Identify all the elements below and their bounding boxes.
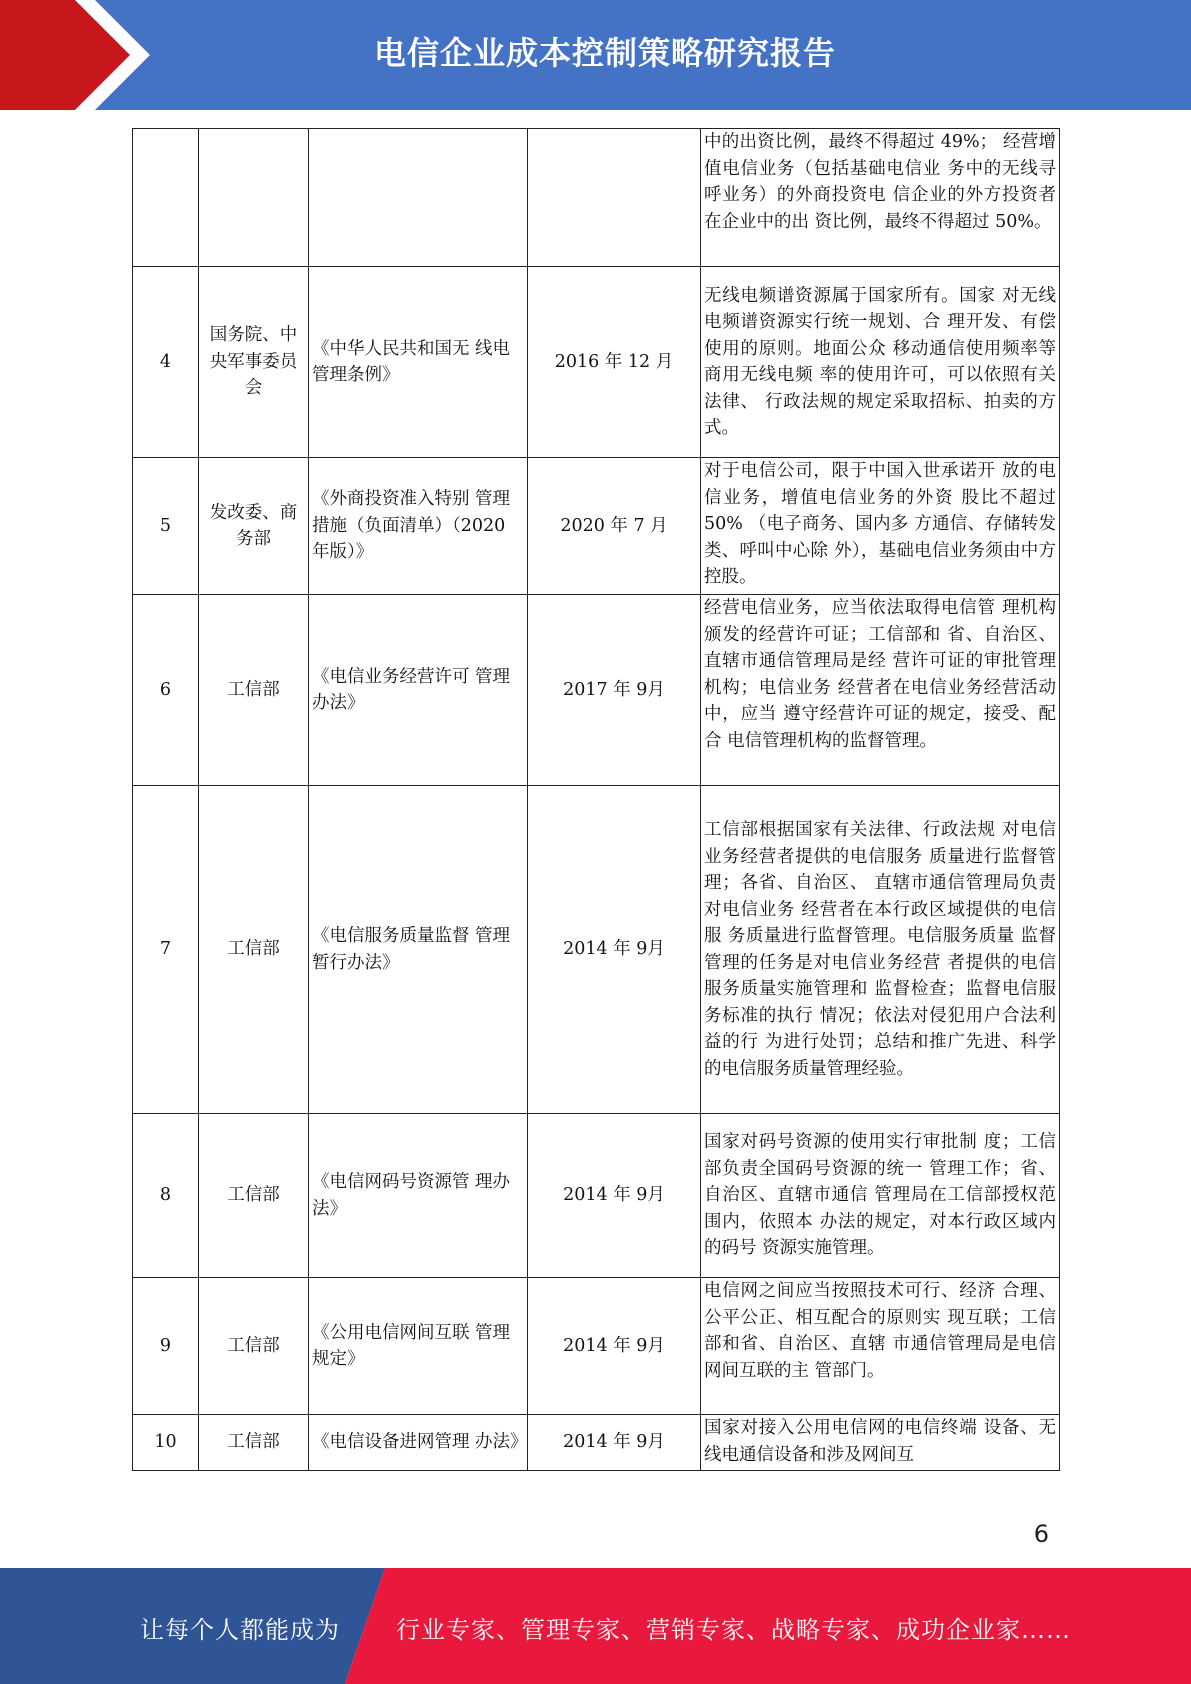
- date-cell: 2017 年 9月: [528, 595, 701, 786]
- date-cell: 2016 年 12 月: [528, 267, 701, 458]
- row-number-cell: 9: [133, 1278, 199, 1415]
- document-cell: 《中华人民共和国无 线电管理条例》: [309, 267, 528, 458]
- date-cell: 2014 年 9月: [528, 1415, 701, 1471]
- report-title: 电信企业成本控制策略研究报告: [373, 34, 836, 72]
- document-cell: 《公用电信网间互联 管理规定》: [309, 1278, 528, 1415]
- page-footer: [0, 1568, 1191, 1684]
- table-row: [133, 458, 1060, 595]
- table-row: [133, 1114, 1060, 1278]
- table-row: [133, 129, 1060, 267]
- content-cell: 经营电信业务，应当依法取得电信管 理机构颁发的经营许可证；工信部和 省、自治区、直辖市通信管理局是经 营许可证的审批管理机构；电信业务 经营者在电信业务经营活动中，应当 遵守经营许可证的规定，接受、配合 电信管理机构的监督管理。: [701, 595, 1060, 786]
- row-number-cell: 5: [133, 458, 199, 595]
- authority-cell: 工信部: [199, 1415, 309, 1471]
- authority-cell: 发改委、商务部: [199, 458, 309, 595]
- table-row: [133, 267, 1060, 458]
- row-number-cell: 4: [133, 267, 199, 458]
- document-cell: [309, 129, 528, 267]
- document-cell: 《电信网码号资源管 理办法》: [309, 1114, 528, 1278]
- table-row: [133, 786, 1060, 1114]
- date-cell: 2014 年 9月: [528, 1278, 701, 1415]
- document-cell: 《电信服务质量监督 管理暂行办法》: [309, 786, 528, 1114]
- authority-cell: [199, 129, 309, 267]
- authority-cell: 工信部: [199, 595, 309, 786]
- date-cell: [528, 129, 701, 267]
- page-header: [0, 0, 1191, 110]
- authority-cell: 国务院、中央军事委员会: [199, 267, 309, 458]
- content-cell: 工信部根据国家有关法律、行政法规 对电信业务经营者提供的电信服务 质量进行监督管理；各省、自治区、 直辖市通信管理局负责对电信业务 经营者在本行政区域提供的电信服 务质量进行监督管理。电信服务质量 监督管理的任务是对电信业务经营 者提供的电信服务质量实施管理和 监督检查；监督电信服务标准的执行 情况；依法对侵犯用户合法利益的行 为进行处罚；总结和推广先进、科学 的电信服务质量管理经验。: [701, 786, 1060, 1114]
- page-number: 6: [1033, 1520, 1049, 1548]
- row-number-cell: 10: [133, 1415, 199, 1471]
- document-cell: 《电信业务经营许可 管理办法》: [309, 595, 528, 786]
- footer-slogan-left: 让每个人都能成为: [140, 1616, 340, 1644]
- row-number-cell: 8: [133, 1114, 199, 1278]
- date-cell: 2014 年 9月: [528, 786, 701, 1114]
- row-number-cell: 6: [133, 595, 199, 786]
- row-number-cell: 7: [133, 786, 199, 1114]
- table-row: [133, 595, 1060, 786]
- table-row: [133, 1415, 1060, 1471]
- content-cell: 国家对接入公用电信网的电信终端 设备、无线电通信设备和涉及网间互: [701, 1415, 1060, 1471]
- content-cell: 中的出资比例，最终不得超过 49%； 经营增值电信业务（包括基础电信业 务中的无线寻呼业务）的外商投资电 信企业的外方投资者在企业中的出 资比例，最终不得超过 50%。: [701, 129, 1060, 267]
- content-cell: 无线电频谱资源属于国家所有。国家 对无线电频谱资源实行统一规划、合 理开发、有偿使用的原则。地面公众 移动通信使用频率等商用无线电频 率的使用许可，可以依照有关法律、 行政法规的规定采取招标、拍卖的方 式。: [701, 267, 1060, 458]
- policy-table: [132, 128, 1060, 1471]
- authority-cell: 工信部: [199, 786, 309, 1114]
- content-cell: 电信网之间应当按照技术可行、经济 合理、公平公正、相互配合的原则实 现互联；工信部和省、自治区、直辖 市通信管理局是电信网间互联的主 管部门。: [701, 1278, 1060, 1415]
- authority-cell: 工信部: [199, 1114, 309, 1278]
- footer-slogan-right: 行业专家、管理专家、营销专家、战略专家、成功企业家……: [396, 1616, 1071, 1644]
- row-number-cell: [133, 129, 199, 267]
- date-cell: 2020 年 7 月: [528, 458, 701, 595]
- table-row: [133, 1278, 1060, 1415]
- document-cell: 《外商投资准入特别 管理措施（负面清单）（2020 年版）》: [309, 458, 528, 595]
- content-cell: 对于电信公司，限于中国入世承诺开 放的电信业务，增值电信业务的外资 股比不超过 50% （电子商务、国内多 方通信、存储转发类、呼叫中心除 外），基础电信业务须由中方控股。: [701, 458, 1060, 595]
- authority-cell: 工信部: [199, 1278, 309, 1415]
- document-cell: 《电信设备进网管理 办法》: [309, 1415, 528, 1471]
- date-cell: 2014 年 9月: [528, 1114, 701, 1278]
- content-cell: 国家对码号资源的使用实行审批制 度；工信部负责全国码号资源的统一 管理工作；省、自治区、直辖市通信 管理局在工信部授权范围内，依照本 办法的规定，对本行政区域内的码号 资源实施管理。: [701, 1114, 1060, 1278]
